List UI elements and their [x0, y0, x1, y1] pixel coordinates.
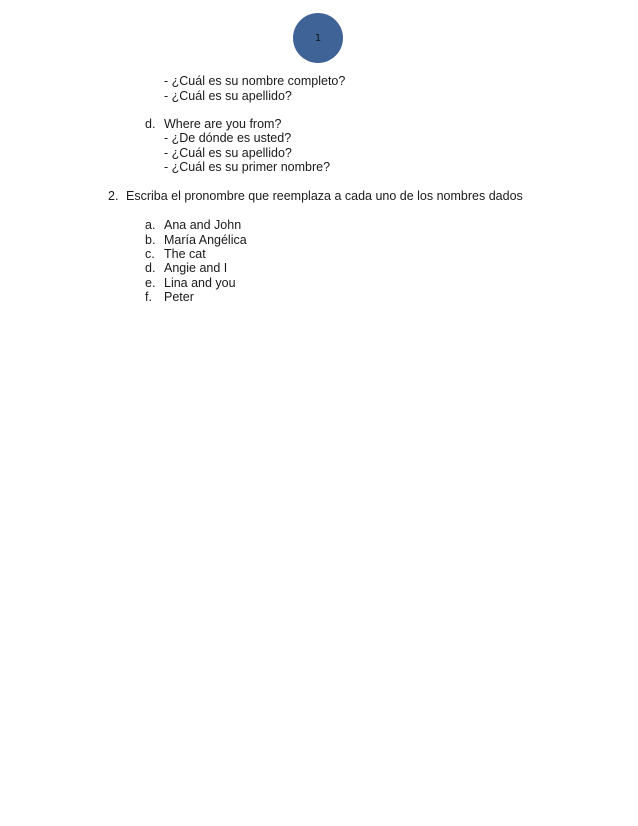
list-item-marker: b.: [145, 233, 156, 247]
list-item-marker: c.: [145, 247, 155, 261]
list-item: María Angélica: [164, 233, 247, 247]
list-item: Lina and you: [164, 276, 236, 290]
list-item: Peter: [164, 290, 194, 304]
list-item-marker: a.: [145, 218, 156, 232]
question-line: - ¿Cuál es su primer nombre?: [164, 160, 331, 174]
question-line: - ¿De dónde es usted?: [164, 131, 292, 145]
question-line: - ¿Cuál es su nombre completo?: [164, 74, 346, 88]
list-item-marker: e.: [145, 276, 156, 290]
item-marker: d.: [145, 117, 156, 131]
list-item-marker: d.: [145, 261, 156, 275]
question-line: - ¿Cuál es su apellido?: [164, 146, 292, 160]
section-marker: 2.: [108, 189, 119, 203]
question-line: - ¿Cuál es su apellido?: [164, 89, 292, 103]
list-item: Angie and I: [164, 261, 228, 275]
section-title: Escriba el pronombre que reemplaza a cada uno de los nombres dados: [126, 189, 523, 203]
item-text: Where are you from?: [164, 117, 282, 131]
page-number-badge: [293, 13, 343, 63]
list-item: The cat: [164, 247, 206, 261]
list-item: Ana and John: [164, 218, 242, 232]
list-item-marker: f.: [145, 290, 152, 304]
page-number: 1: [314, 32, 322, 44]
